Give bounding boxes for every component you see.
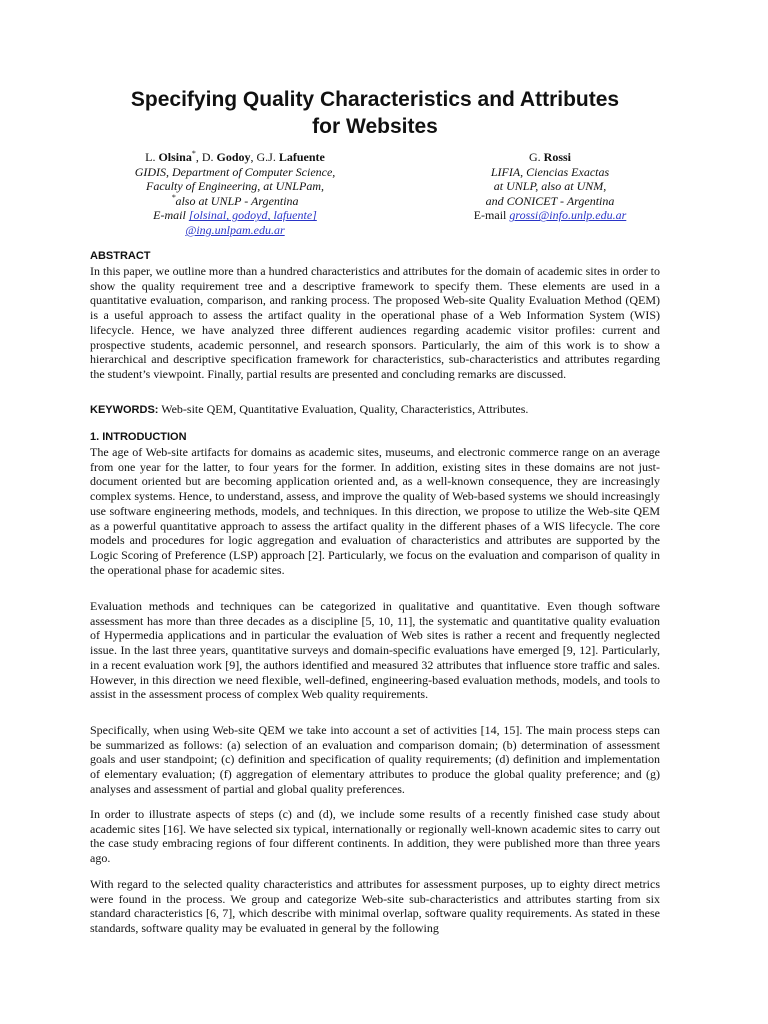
email-link-left-1[interactable]: [olsinal, godoyd, lafuente] (188, 208, 317, 223)
abstract-heading: ABSTRACT (90, 250, 151, 262)
intro-paragraph-3: Specifically, when using Web-site QEM we take into account a set of activities [14, 15]. The main process steps can be summarized as follows: (a) selection of an evaluation and comparison domain; (b) determination of assessment goals and user standpoint; (c) definition and specification of quality requirements; (d) definition and implementation of elementary evaluation; (f) aggregation of elementary attributes to produce the global quality preference; and (g) analyses and assessment of partial and global quality preferences. (90, 723, 660, 796)
affiliation-right-2: at UNLP, also at UNM, (493, 179, 607, 194)
keywords-text: Web-site QEM, Quantitative Evaluation, Quality, Characteristics, Attributes. (158, 402, 529, 416)
email-line-right: E-mail grossi@info.unlp.edu.ar (473, 208, 627, 223)
author-name-right: G. Rossi (528, 150, 571, 164)
affiliation-line-1: GIDIS, Department of Computer Science, (134, 164, 336, 179)
affiliation-line-3: *also at UNLP - Argentina (171, 192, 299, 208)
affiliation-right-3: and CONICET - Argentina (485, 193, 615, 208)
email-link-left-2[interactable]: @ing.unlpam.edu.ar (185, 222, 285, 237)
authors-right-block (435, 150, 665, 223)
keywords-label: KEYWORDS: (90, 404, 159, 416)
intro-paragraph-2: Evaluation methods and techniques can be categorized in qualitative and quantitative. Even though software assessment has more than three decades as a discipline [5, 10, 11], the systematic and quantitative quality evaluation of Hypermedia applications and in particular the evaluation of Web sites is rather a recent and frequently neglected issue. In the last three years, quantitative surveys and domain-specific evaluations have emerged [9, 12]. Particularly, in a recent evaluation work [9], the authors identified and measured 32 attributes that influence store traffic and sales. However, in this direction we need flexible, well-defined, engineering-based evaluation methods, models, and tools to assist in the assessment process of complex Web quality requirements. (90, 599, 660, 702)
intro-paragraph-1: The age of Web-site artifacts for domains as academic sites, museums, and electronic commerce range on an average from one year for the latter, to four years for the former. In addition, existing sites in these domains are not just-document oriented but are becoming application oriented and, as a well-known consequence, they are increasingly complex systems. Hence, to understand, assess, and improve the quality of Web-based systems we should increasingly use software engineering methods, models, and techniques. In this direction, we propose to utilize the Web-site QEM as a powerful quantitative approach to assess the artifact quality in the different phases of a WIS lifecycle. The core models and procedures for logic aggregation and evaluation of characteristics and attributes are supported by the Logic Scoring of Preference (LSP) approach [2]. Particularly, we focus on the evaluation and comparison of quality in the operational phase for academic sites. (90, 445, 660, 577)
intro-paragraph-5: With regard to the selected quality characteristics and attributes for assessment purposes, up to eighty direct metrics were found in the process. We group and categorize Web-site sub-characteristics and attributes starting from six standard characteristics [6, 7], which describe with minimal overlap, software quality requirements. As stated in these standards, software quality may be evaluated in general by the following (90, 877, 660, 936)
title-line-2: for Websites (312, 115, 438, 138)
author-names: L. Olsina*, D. Godoy, G.J. Lafuente (145, 149, 325, 164)
email-line: E-mail [olsinal, godoyd, lafuente] (153, 208, 317, 223)
affiliation-line-2: Faculty of Engineering, at UNLPam, (146, 179, 324, 194)
title-line-1: Specifying Quality Characteristics and Attributes (130, 88, 620, 111)
intro-paragraph-4: In order to illustrate aspects of steps (c) and (d), we include some results of a recently finished case study about academic sites [16]. We have selected six typical, internationally or regionally well-known academic sites to carry out the case study embracing regions of four different continents. In addition, they were published more than three years ago. (90, 807, 660, 866)
email-link-right[interactable]: grossi@info.unlp.edu.ar (509, 208, 627, 223)
paper-title (90, 86, 660, 140)
email-line-2 (90, 223, 380, 238)
affiliation-right-1: LIFIA, Ciencias Exactas (490, 164, 610, 179)
keywords-line (90, 402, 660, 418)
abstract-text: In this paper, we outline more than a hundred characteristics and attributes for the domain of academic sites in order to show the quality requirement tree and a descriptive framework to specify them. These elements are used in a quantitative evaluation, comparison, and ranking process. The proposed Web-site Quality Evaluation Method (QEM) is a useful approach to assess the artifact quality in the operational phase of a Web Information System (WIS) lifecycle. Hence, we have analyzed three different audiences regarding academic visitor profiles: current and prospective students, academic personnel, and research sponsors. Particularly, the aim of this work is to show a hierarchical and descriptive specification framework for characteristics, sub-characteristics and attributes regarding the student’s viewpoint. Finally, partial results are presented and concluding remarks are discussed. (90, 264, 660, 381)
introduction-heading: 1. INTRODUCTION (90, 431, 187, 443)
authors-left-block (90, 150, 380, 238)
